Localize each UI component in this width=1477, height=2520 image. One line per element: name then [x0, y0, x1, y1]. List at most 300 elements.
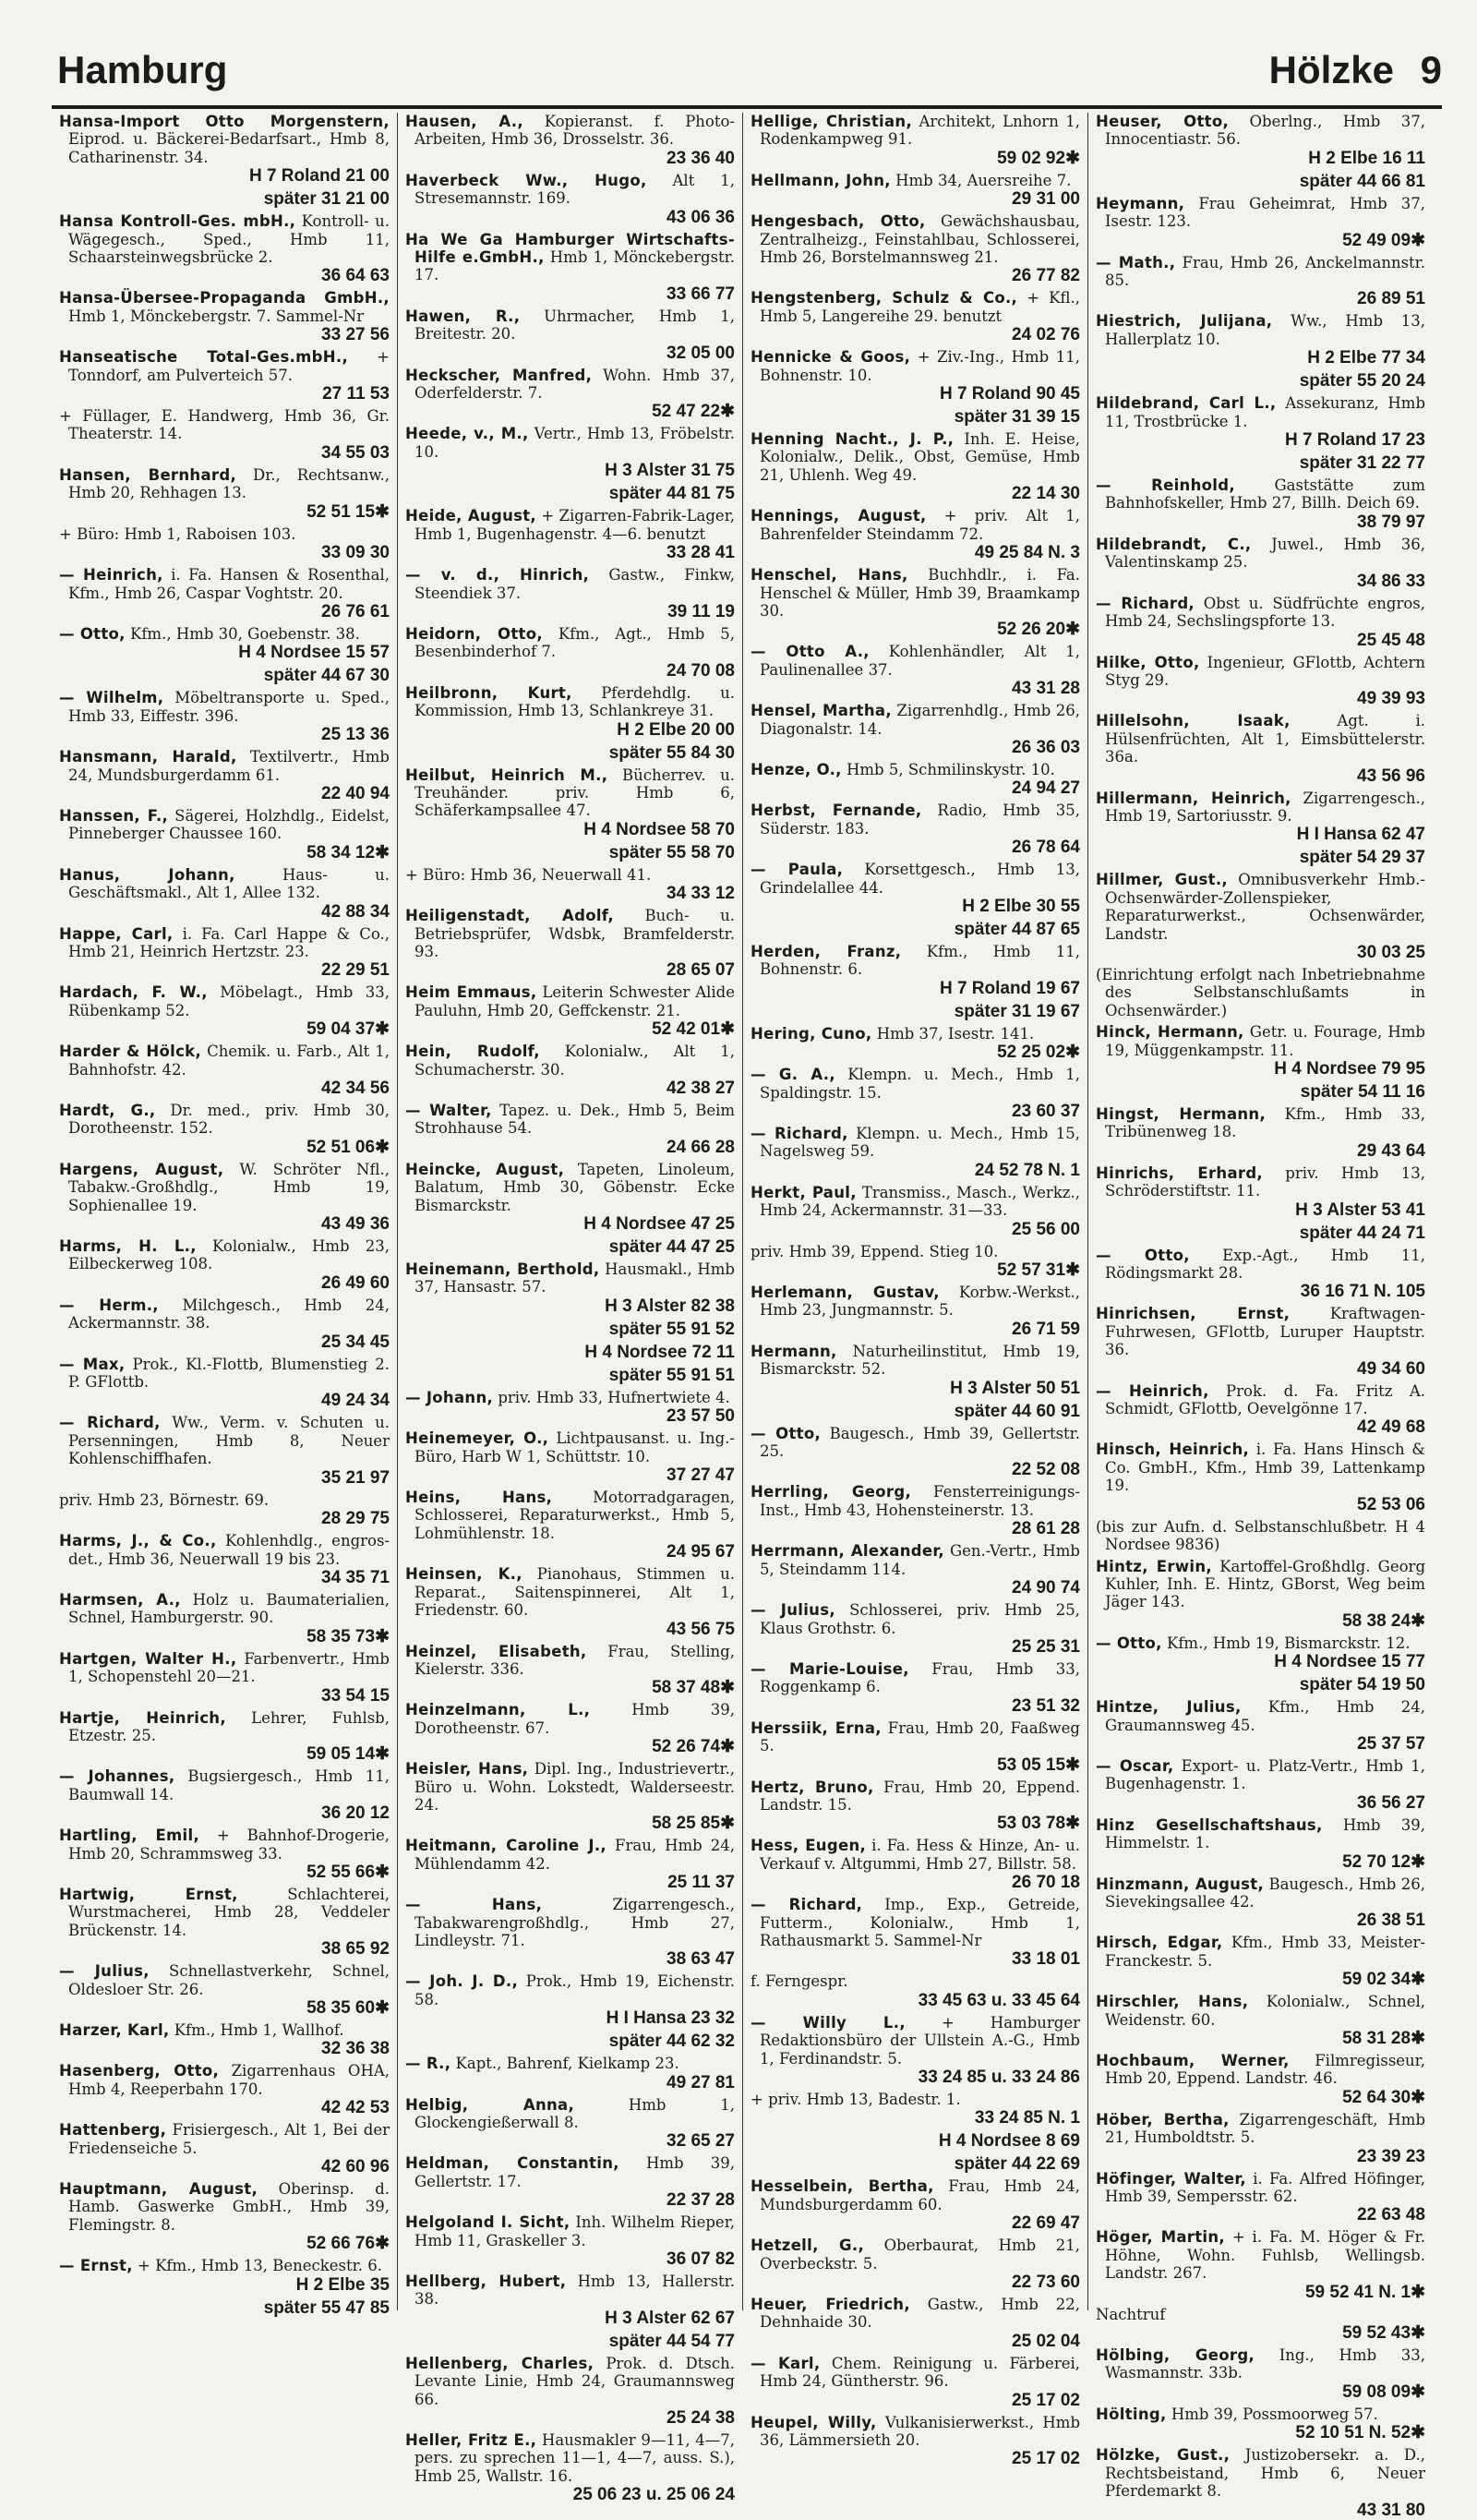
entry-name: Hansa-Import Otto Morgenstern, — [59, 113, 390, 130]
entry-phone: 52 53 06 — [1357, 1494, 1425, 1514]
entry-name: Heinzelmann, L., — [405, 1701, 591, 1719]
entry-name: Hensel, Martha, — [751, 702, 892, 720]
directory-entry — [1096, 312, 1425, 368]
directory-entry — [405, 1643, 735, 1698]
entry-phone: 42 42 53 — [321, 2098, 390, 2118]
entry-phone: später 55 20 24 — [1299, 371, 1425, 392]
entry-name: Hinck, Hermann, — [1096, 1023, 1244, 1042]
entry-details: Kolonialw., Schnel, Weidenstr. 60. — [1105, 1993, 1425, 2029]
entry-phone: H 7 Roland 90 45 — [939, 384, 1080, 404]
entry-details: Kfm., Hmb 33, Tribünenweg 18. — [1105, 1105, 1425, 1141]
directory-entry — [405, 2055, 735, 2092]
directory-entry — [1096, 536, 1425, 591]
entry-details: Ww., Hmb 13, Hallerplatz 10. — [1105, 312, 1425, 348]
directory-entry — [751, 1837, 1080, 1892]
entry-name: Hinrichsen, Ernst, — [1096, 1305, 1291, 1323]
entry-name: Heuser, Otto, — [1096, 113, 1230, 130]
directory-entry — [405, 1760, 735, 1833]
entry-name: — Reinhold, — [1096, 476, 1235, 495]
entry-details: Kontroll- u. Wägegesch., Sped., Hmb 11, Schaarsteinwegsbrücke 2. — [68, 212, 390, 267]
directory-entry — [405, 113, 735, 168]
directory-entry — [405, 2032, 735, 2051]
entry-name: Heilbut, Heinrich M., — [405, 766, 608, 784]
entry-details: Möbelagt., Hmb 33, Rübenkamp 52. — [68, 983, 390, 1019]
entry-phone: 58 38 24✱ — [1342, 1610, 1425, 1631]
entry-phone: 58 34 12✱ — [306, 842, 390, 862]
entry-phone: 36 64 63 — [321, 266, 390, 286]
entry-name: — Paula, — [751, 861, 844, 879]
entry-name: Haverbeck Ww., Hugo, — [405, 171, 647, 189]
directory-entry — [59, 2121, 390, 2176]
directory-entry — [1096, 1382, 1425, 1438]
entry-name: Heuer, Friedrich, — [751, 2296, 910, 2314]
entry-phone: H 7 Roland 17 23 — [1284, 430, 1425, 451]
directory-entry — [1096, 1164, 1425, 1220]
entry-details: Zigarrengeschäft, Hmb 21, Humboldtstr. 5. — [1105, 2110, 1426, 2147]
directory-entry — [405, 1565, 735, 1638]
directory-entry — [405, 866, 735, 903]
directory-entry — [751, 1719, 1080, 1775]
entry-phone: 39 11 19 — [667, 601, 735, 621]
entry-details: Prok. d. Dtsch. Levante Linie, Hmb 24, Graumannsweg 66. — [414, 2354, 735, 2408]
entry-name: — Johann, — [405, 1388, 494, 1406]
entry-name: Hausen, A., — [405, 113, 523, 130]
directory-entry — [405, 1366, 735, 1385]
entry-name: Hargens, August, — [59, 1160, 224, 1178]
directory-entry — [1096, 712, 1425, 785]
directory-entry — [405, 684, 735, 740]
entry-phone: 22 14 30 — [1012, 484, 1080, 504]
entry-phone: H 4 Nordsee 15 77 — [1274, 1652, 1425, 1672]
entry-name: Hardach, F. W., — [59, 983, 208, 1002]
entry-phone: 25 25 31 — [1012, 1636, 1080, 1657]
entry-details: Kfm., Hmb 24, Graumannsweg 45. — [1105, 1698, 1425, 1734]
entry-phone: 36 20 12 — [321, 1803, 390, 1824]
entry-name: — v. d., Hinrich, — [405, 566, 590, 585]
directory-entry — [751, 1284, 1080, 1339]
entry-details: Alt 1, Stresemannstr. 169. — [414, 171, 736, 208]
entry-details: Oberlng., Hmb 37, Innocentiastr. 56. — [1105, 113, 1426, 149]
directory-entry — [59, 2298, 390, 2318]
directory-entry — [59, 689, 390, 744]
entry-phone: 29 43 64 — [1357, 1140, 1425, 1161]
entry-phone: 26 76 61 — [321, 601, 390, 621]
directory-entry — [1096, 476, 1425, 532]
directory-entry — [1096, 394, 1425, 450]
entry-phone: 33 28 41 — [666, 543, 735, 563]
entry-phone: 23 51 32 — [1012, 1695, 1080, 1716]
directory-entry — [405, 2431, 735, 2504]
entry-name: — Walter, — [405, 1102, 492, 1119]
entry-phone: 22 73 60 — [1012, 2273, 1080, 2293]
directory-entry — [751, 348, 1080, 404]
entry-details: i. Fa. Hans Hinsch & Co. GmbH., Kfm., Hmb 39, Lattenkamp 19. — [1105, 1441, 1425, 1495]
column-4 — [1087, 113, 1433, 2520]
entry-phone: H 2 Elbe 35 — [295, 2274, 390, 2295]
entry-details: Motorradgaragen, Schlosserei, Reparaturwerkst., Hmb 5, Lohmühlenstr. 18. — [414, 1489, 735, 1542]
entry-name: Hetzell, G., — [751, 2237, 865, 2255]
directory-entry — [1096, 1224, 1425, 1243]
directory-entry — [1096, 2306, 1425, 2343]
entry-phone: 58 37 48✱ — [652, 1678, 735, 1698]
entry-name: Henschel, Hans, — [751, 566, 908, 585]
entry-name: Hengesbach, Otto, — [751, 212, 926, 231]
entry-name: Heidorn, Otto, — [405, 624, 543, 643]
entry-phone: 34 55 03 — [321, 442, 390, 463]
entry-name: — Richard, — [751, 1125, 848, 1142]
directory-entry — [1096, 2052, 1425, 2107]
entry-details: Prok., Kl.-Flottb, Blumenstieg 2. P. GFlottb. — [68, 1355, 390, 1392]
entry-details: Tapeten, Linoleum, Balatum, Hmb 30, Göbenstr. Ecke Bismarckstr. — [414, 1160, 735, 1214]
entry-name: Hölbing, Georg, — [1096, 2346, 1255, 2365]
entry-phone: 59 02 34✱ — [1342, 1970, 1425, 1990]
directory-entry — [405, 2213, 735, 2269]
directory-entry — [1096, 2405, 1425, 2442]
entry-details: Bugsiergesch., Hmb 11, Baumwall 14. — [68, 1767, 390, 1803]
entry-name: Hölting, — [1096, 2405, 1167, 2423]
entry-name: — Otto, — [1096, 1246, 1190, 1264]
entry-name: Hinrichs, Erhard, — [1096, 1164, 1263, 1182]
entry-phone: 42 60 96 — [321, 2157, 390, 2177]
entry-phone: H 4 Nordsee 72 11 — [584, 1342, 735, 1362]
entry-phone: 26 38 51 — [1357, 1911, 1425, 1931]
entry-details: Justizobersekr. a. D., Rechtsbeistand, Hmb 6, Neuer Pferdemarkt 8. — [1105, 2446, 1426, 2501]
directory-entry — [751, 1243, 1080, 1280]
entry-details: Ing., Hmb 33, Wasmannstr. 33b. — [1105, 2346, 1426, 2382]
directory-entry — [405, 907, 735, 980]
directory-entry — [751, 2296, 1080, 2351]
entry-name: — Otto, — [1096, 1634, 1162, 1652]
entry-details: Kfm., Hmb 33, Meister-Franckestr. 5. — [1105, 1934, 1425, 1970]
directory-entry — [1096, 2228, 1425, 2301]
entry-phone: 52 26 74✱ — [652, 1737, 735, 1757]
directory-columns — [52, 113, 1442, 2520]
entry-details: Transmiss., Masch., Werkz., Hmb 24, Ackermannstr. 31—33. — [760, 1183, 1080, 1220]
directory-entry — [751, 1896, 1080, 1969]
entry-details: Chem. Reinigung u. Färberei, Hmb 24, Güntherstr. 96. — [760, 2354, 1080, 2391]
entry-phone: H 4 Nordsee 58 70 — [583, 819, 735, 839]
entry-phone: 24 70 08 — [666, 660, 735, 681]
directory-entry — [59, 1591, 390, 1646]
entry-name: Hennings, August, — [751, 507, 927, 525]
entry-name: Hillermann, Heinrich, — [1096, 789, 1291, 807]
entry-phone: 28 29 75 — [321, 1509, 390, 1529]
directory-entry — [59, 1827, 390, 1882]
entry-name: Hirschler, Hans, — [1096, 1993, 1249, 2011]
entry-details: Hmb 1, Mönckebergstr. 7. Sammel-Nr — [68, 307, 365, 325]
entry-details: Uhrmacher, Hmb 1, Breitestr. 20. — [414, 307, 735, 344]
entry-name: Hölzke, Gust., — [1096, 2446, 1231, 2465]
entry-phone: später 55 84 30 — [608, 742, 735, 763]
entry-name: — Julius, — [59, 1962, 150, 1981]
entry-name: Hanssen, F., — [59, 806, 169, 825]
entry-name: Hintz, Erwin, — [1096, 1557, 1212, 1575]
directory-entry — [59, 1356, 390, 1411]
entry-name: — Willy L., — [751, 2013, 906, 2032]
entry-phone: H I Hansa 62 47 — [1296, 825, 1425, 845]
entry-details: Farbenvertr., Hmb 1, Schopenstehl 20—21. — [68, 1649, 390, 1686]
directory-entry — [59, 466, 390, 522]
directory-entry — [59, 525, 390, 562]
entry-name: Hawen, R., — [405, 307, 521, 325]
entry-phone: 58 35 73✱ — [306, 1626, 390, 1646]
entry-details: Wohn. Hmb 37, Oderfelderstr. 7. — [414, 366, 736, 403]
entry-phone: später 44 60 91 — [954, 1401, 1080, 1421]
entry-name: Hasenberg, Otto, — [59, 2062, 220, 2080]
entry-phone: 43 56 75 — [666, 1619, 735, 1639]
directory-entry — [405, 1343, 735, 1362]
directory-entry — [1096, 2346, 1425, 2402]
entry-phone: 33 45 63 u. 33 45 64 — [918, 1990, 1080, 2010]
directory-entry — [59, 2062, 390, 2117]
entry-details: Kolonialw., Hmb 23, Eilbeckerweg 108. — [68, 1237, 390, 1273]
directory-entry — [1096, 1558, 1425, 1631]
page-header — [52, 37, 1442, 113]
directory-entry — [59, 1767, 390, 1823]
directory-entry — [405, 367, 735, 422]
directory-entry — [405, 1429, 735, 1485]
entry-details: Buch- u. Betriebsprüfer, Wdsbk, Bramfelderstr. 93. — [414, 907, 735, 960]
entry-details: Dr. med., priv. Hmb 30, Dorotheenstr. 152. — [68, 1102, 390, 1138]
entry-details: Gewächshausbau, Zentralheizg., Feinstahlbau, Schlosserei, Hmb 26, Borstelmannsweg 21. — [760, 212, 1081, 267]
entry-details: + Büro: Hmb 1, Raboisen 103. — [59, 524, 296, 543]
entry-details: Exp.-Agt., Hmb 11, Rödingsmarkt 28. — [1105, 1246, 1425, 1283]
entry-phone: 53 03 78✱ — [997, 1814, 1080, 1834]
entry-details: Kraftwagen-Fuhrwesen, GFlottb, Luruper Hauptstr. 36. — [1105, 1305, 1425, 1359]
directory-entry — [59, 189, 390, 209]
entry-details: Gastw., Hmb 22, Dehnhaide 30. — [760, 2296, 1080, 2332]
entry-phone: 33 27 56 — [321, 325, 390, 345]
directory-entry — [751, 761, 1080, 798]
entry-phone: 33 24 85 u. 33 24 86 — [918, 2068, 1080, 2087]
entry-phone: H 2 Elbe 77 34 — [1307, 348, 1425, 368]
entry-name: Hattenberg, — [59, 2121, 167, 2140]
directory-entry — [405, 1320, 735, 1339]
entry-phone: 59 05 14✱ — [306, 1744, 390, 1765]
entry-phone: 23 39 23 — [1357, 2146, 1425, 2166]
entry-phone: 58 25 85✱ — [652, 1814, 735, 1834]
directory-entry — [751, 702, 1080, 757]
directory-entry — [751, 289, 1080, 344]
entry-name: Heinsen, K., — [405, 1565, 522, 1584]
directory-entry — [751, 920, 1080, 939]
directory-entry — [751, 1184, 1080, 1239]
entry-name: Heckscher, Manfred, — [405, 366, 593, 384]
directory-entry — [1096, 1305, 1425, 1378]
directory-entry — [751, 1542, 1080, 1598]
entry-phone: 26 89 51 — [1357, 289, 1425, 309]
entry-name: Hansmann, Harald, — [59, 748, 237, 766]
entry-details: + Kfm., Hmb 13, Beneckestr. 6. — [138, 2257, 382, 2275]
directory-entry — [1096, 848, 1425, 867]
entry-phone: H 3 Alster 53 41 — [1295, 1200, 1425, 1220]
directory-entry — [405, 2273, 735, 2328]
directory-entry — [751, 1425, 1080, 1480]
directory-entry — [59, 1886, 390, 1959]
entry-name: Hilke, Otto, — [1096, 653, 1200, 671]
entry-phone: 25 45 48 — [1357, 630, 1425, 650]
entry-name: Hartje, Heinrich, — [59, 1708, 226, 1727]
directory-entry — [59, 289, 390, 344]
entry-name: Henze, O., — [751, 760, 842, 778]
entry-details: Baugesch., Hmb 39, Gellertstr. 25. — [760, 1424, 1080, 1461]
directory-entry — [1096, 966, 1425, 1019]
directory-entry — [1096, 871, 1425, 962]
entry-name: — Otto A., — [751, 643, 870, 661]
entry-details: Gaststätte zum Bahnhofskeller, Hmb 27, Billh. Deich 69. — [1105, 476, 1425, 512]
entry-details: Zigarrengesch., Tabakwarengroßhdlg., Hmb 27, Lindleystr. 71. — [414, 1896, 735, 1949]
entry-phone: 52 49 09✱ — [1342, 230, 1425, 250]
directory-entry — [1096, 1934, 1425, 1989]
directory-entry — [405, 1043, 735, 1098]
directory-entry — [1096, 1675, 1425, 1694]
entry-name: Heupel, Willy, — [751, 2413, 877, 2431]
entry-details: Frau, Stelling, Kielerstr. 336. — [414, 1642, 735, 1678]
entry-details: Sägerei, Holzhdlg., Eidelst, Pinneberger Chaussee 160. — [68, 806, 390, 843]
entry-details: Hmb 39, Himmelstr. 1. — [1105, 1815, 1425, 1852]
entry-phone: 25 24 38 — [666, 2408, 735, 2429]
entry-phone: 34 35 71 — [321, 1567, 390, 1587]
entry-details: f. Ferngespr. — [751, 1972, 848, 1991]
entry-phone: H 7 Roland 21 00 — [248, 166, 390, 187]
entry-name: Hillmer, Gust., — [1096, 871, 1228, 889]
entry-details: Frau, Hmb 20, Faaßweg 5. — [760, 1718, 1080, 1755]
entry-name: — Heinrich, — [59, 566, 163, 585]
entry-details: Schnellastverkehr, Schnel, Oldesloer Str. 26. — [68, 1962, 390, 1998]
directory-entry — [405, 1896, 735, 1969]
directory-entry — [59, 348, 390, 404]
entry-details: Assekuranz, Hmb 11, Trostbrücke 1. — [1105, 394, 1426, 430]
entry-details: Kopieranst. f. Photo-Arbeiten, Hmb 36, Drosselstr. 36. — [414, 113, 736, 149]
entry-phone: später 55 58 70 — [608, 842, 735, 862]
entry-phone: 43 06 36 — [666, 207, 735, 227]
entry-details: Kfm., Hmb 30, Goebenstr. 38. — [130, 624, 360, 643]
entry-name: Harder & Hölck, — [59, 1043, 202, 1061]
entry-name: Hertz, Bruno, — [751, 1778, 874, 1796]
entry-phone: 25 56 00 — [1012, 1219, 1080, 1239]
entry-name: Hellmann, John, — [751, 171, 891, 189]
directory-entry — [59, 212, 390, 285]
entry-name: Heiligenstadt, Adolf, — [405, 907, 614, 925]
directory-entry — [751, 2177, 1080, 2233]
entry-name: — R., — [405, 2055, 451, 2073]
entry-phone: 22 69 47 — [1012, 2213, 1080, 2234]
entry-details: + Kfl., Hmb 5, Langereihe 29. benutzt — [760, 289, 1080, 325]
entry-details: Hmb 39, Possmoorweg 57. — [1171, 2405, 1378, 2423]
entry-phone: H 2 Elbe 16 11 — [1308, 148, 1425, 168]
entry-details: Möbeltransporte u. Sped., Hmb 33, Eiffestr. 396. — [68, 689, 390, 725]
entry-details: Zigarrenhdlg., Hmb 26, Diagonalstr. 14. — [760, 702, 1080, 738]
entry-name: Höfinger, Walter, — [1096, 2169, 1246, 2188]
directory-entry — [405, 307, 735, 363]
entry-name: Hartwig, Ernst, — [59, 1885, 238, 1903]
entry-name: — Wilhelm, — [59, 689, 164, 707]
entry-phone: 43 31 28 — [1012, 679, 1080, 699]
entry-phone: 52 51 15✱ — [306, 501, 390, 522]
entry-name: — Marie-Louise, — [751, 1659, 909, 1678]
entry-phone: 26 49 60 — [321, 1272, 390, 1293]
entry-phone: 52 10 51 N. 52✱ — [1295, 2423, 1425, 2443]
entry-phone: 59 02 92✱ — [997, 148, 1080, 168]
entry-details: priv. Hmb 33, Hufnertwiete 4. — [498, 1388, 730, 1406]
entry-phone: 24 52 78 N. 1 — [974, 1160, 1080, 1180]
entry-name: — Richard, — [1096, 594, 1195, 612]
directory-entry — [751, 2014, 1080, 2087]
entry-name: Heede, v., M., — [405, 425, 529, 443]
entry-details: Kartoffel-Großhdlg. Georg Kuhler, Inh. E. Hintz, GBorst, Weg beim Jäger 143. — [1105, 1557, 1426, 1611]
entry-details: Baugesch., Hmb 26, Sievekingsallee 42. — [1105, 1875, 1425, 1911]
entry-details: Nachtruf — [1096, 2305, 1166, 2323]
entry-phone: später 44 87 65 — [954, 919, 1080, 939]
entry-details: Leiterin Schwester Alide Pauluhn, Hmb 20, Geffckenstr. 21. — [414, 983, 735, 1019]
directory-entry — [405, 566, 735, 621]
directory-entry — [1096, 1634, 1425, 1671]
directory-entry — [1096, 172, 1425, 191]
directory-entry — [1096, 1023, 1425, 1079]
directory-entry — [751, 113, 1080, 168]
entry-phone: später 44 24 71 — [1299, 1223, 1425, 1243]
entry-details: i. Fa. Hess & Hinze, An- u. Verkauf v. Altgummi, Hmb 27, Billstr. 58. — [760, 1837, 1080, 1873]
entry-details: Dr., Rechtsanw., Hmb 20, Rehhagen 13. — [68, 465, 390, 502]
entry-phone: 33 18 01 — [1012, 1949, 1080, 1970]
entry-details: Milchgesch., Hmb 24, Ackermannstr. 38. — [68, 1296, 390, 1332]
directory-entry — [751, 1483, 1080, 1538]
entry-details: Bücherrev. u. Treuhänder. priv. Hmb 6, Schäferkampsallee 47. — [414, 766, 736, 820]
entry-phone: 25 34 45 — [321, 1332, 390, 1352]
entry-details: Pianohaus, Stimmen u. Reparat., Saitenspinnerei, Alt 1, Friedenstr. 60. — [414, 1565, 735, 1620]
entry-phone: 22 52 08 — [1012, 1460, 1080, 1480]
entry-name: Hinz Gesellschaftshaus, — [1096, 1815, 1323, 1834]
entry-name: — Heinrich, — [1096, 1381, 1209, 1400]
directory-entry — [751, 2237, 1080, 2292]
entry-name: — Math., — [1096, 253, 1176, 271]
entry-phone: 38 79 97 — [1357, 512, 1425, 532]
entry-name: Heins, Hans, — [405, 1489, 553, 1507]
entry-details: W. Schröter Nfl., Tabakw.-Großhdlg., Hmb 19, Sophienallee 19. — [68, 1160, 390, 1214]
directory-entry — [405, 1489, 735, 1561]
entry-phone: 25 02 04 — [1012, 2331, 1080, 2351]
entry-phone: 25 37 57 — [1357, 1733, 1425, 1754]
entry-phone: später 44 66 81 — [1299, 171, 1425, 191]
directory-entry — [1096, 1441, 1425, 1513]
directory-entry — [751, 943, 1080, 998]
directory-entry — [59, 1237, 390, 1293]
directory-entry — [1096, 790, 1425, 845]
entry-phone: H 2 Elbe 30 55 — [962, 896, 1080, 916]
entry-name: Hesselbein, Bertha, — [751, 2177, 934, 2196]
entry-phone: 59 52 41 N. 1✱ — [1304, 2282, 1425, 2302]
entry-details: priv. Hmb 23, Börnestr. 69. — [59, 1490, 270, 1509]
entry-phone: H I Hansa 23 32 — [606, 2008, 735, 2029]
directory-entry — [405, 1237, 735, 1257]
entry-details: (Einrichtung erfolgt nach Inbetriebnahme des Selbstanschlußamts in Ochsenwärder.) — [1096, 965, 1425, 1019]
directory-entry — [1096, 2111, 1425, 2166]
directory-entry — [751, 1660, 1080, 1716]
directory-entry — [59, 1491, 390, 1528]
entry-name: Hauptmann, August, — [59, 2180, 258, 2199]
entry-phone: 24 02 76 — [1012, 325, 1080, 345]
entry-details: Agt. i. Hülsenfrüchten, Alt 1, Eimsbüttelerstr. 36a. — [1105, 712, 1426, 766]
entry-phone: 59 04 37✱ — [306, 1019, 390, 1040]
entry-phone: H 3 Alster 62 67 — [605, 2308, 735, 2328]
entry-phone: 33 66 77 — [666, 283, 735, 304]
directory-entry — [1096, 1518, 1425, 1554]
entry-phone: 32 65 27 — [666, 2131, 735, 2152]
entry-details: Hmb 13, Hallerstr. 38. — [414, 2273, 735, 2309]
entry-phone: später 44 81 75 — [608, 484, 735, 504]
directory-entry — [751, 643, 1080, 698]
entry-name: — Oscar, — [1096, 1756, 1174, 1775]
